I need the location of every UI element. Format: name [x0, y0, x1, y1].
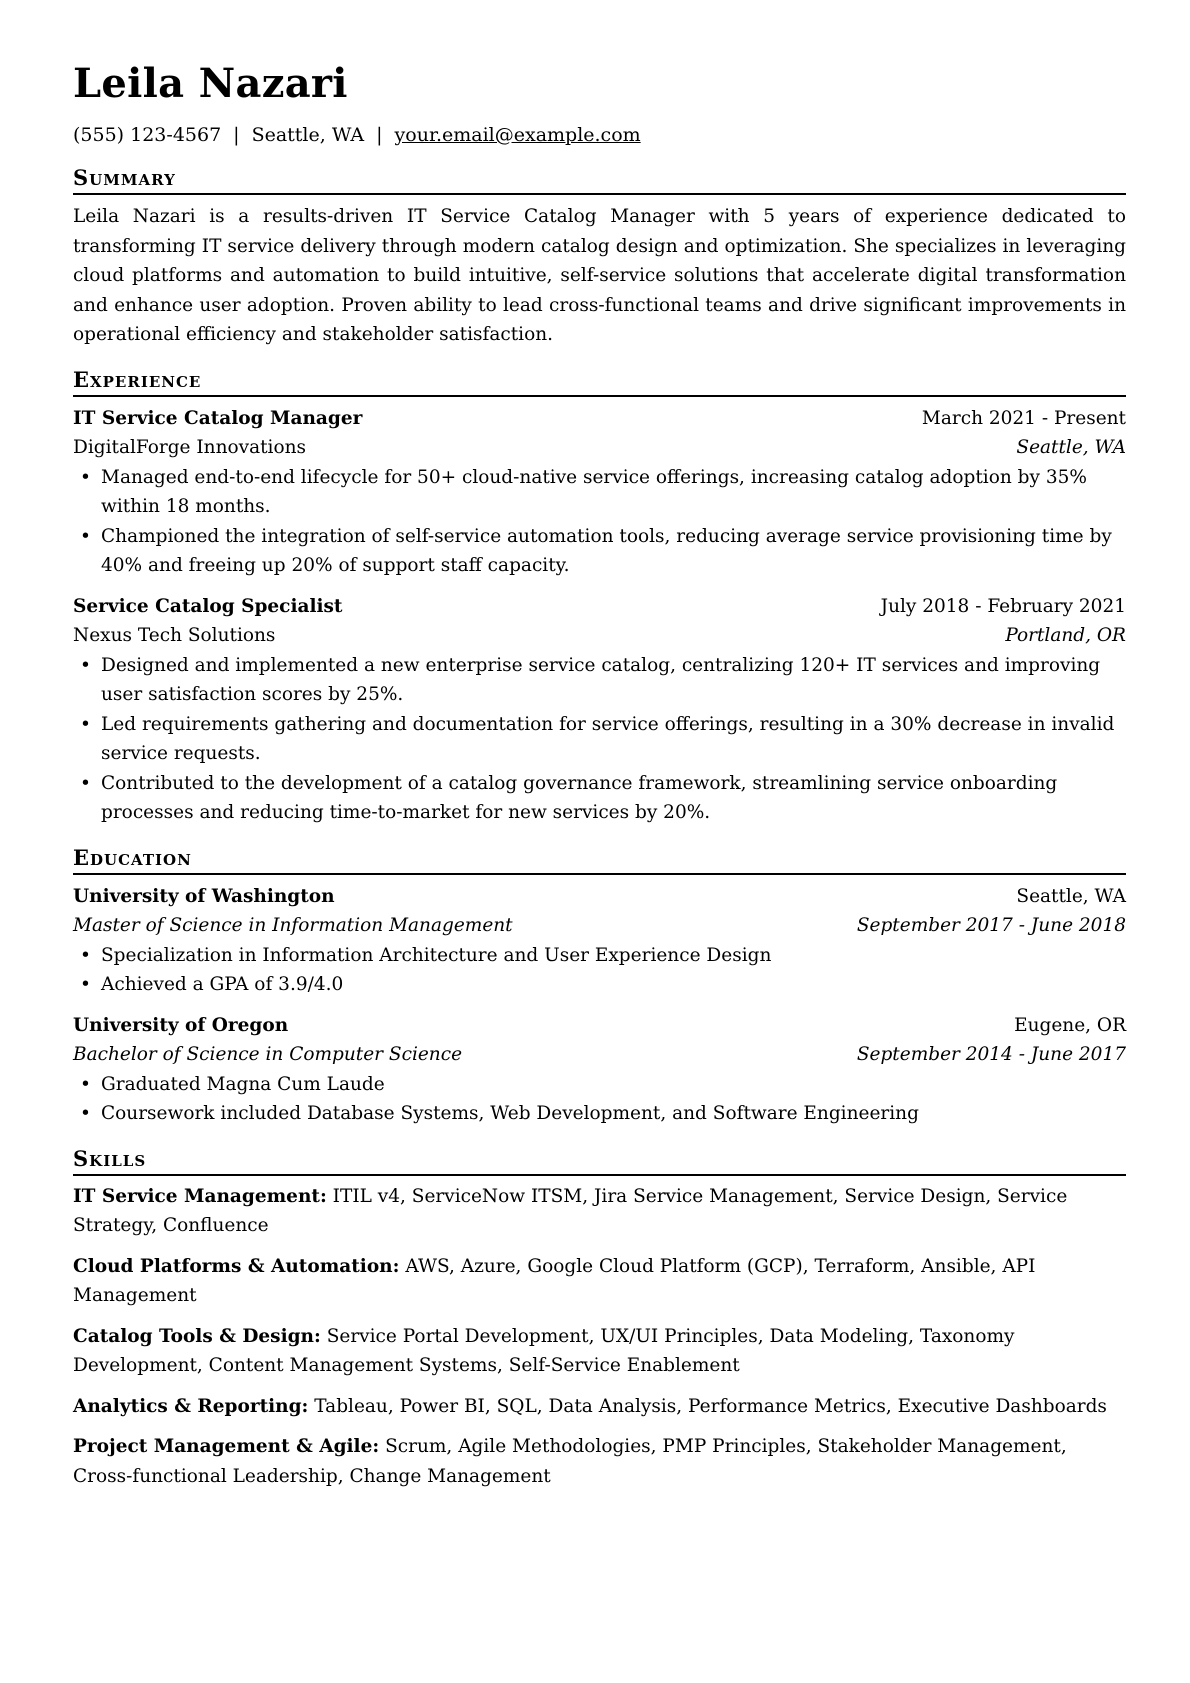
section-title-summary: Summary	[73, 164, 1126, 195]
skills-section	[73, 1145, 1126, 1492]
bullet-item: • Contributed to the development of a catalog governance framework, streamlining service onboarding processes and reducing time-to-market for new services by 20%.	[73, 769, 1126, 828]
summary-section	[73, 164, 1126, 350]
education-bullets	[73, 941, 1126, 1000]
bullet-item: • Designed and implemented a new enterprise service catalog, centralizing 120+ IT services and improving user satisfaction scores by 25%.	[73, 651, 1126, 710]
job-title-row	[73, 404, 1126, 434]
school-name: University of Oregon	[73, 1014, 289, 1036]
education-section	[73, 844, 1126, 1129]
experience-entry	[73, 592, 1126, 828]
skill-items: Scrum, Agile Methodologies, PMP Principles, Stakeholder Management, Cross-functional Leadership, Change Management	[73, 1436, 1067, 1487]
skill-label: Project Management & Agile:	[73, 1436, 380, 1457]
bullet-item: • Led requirements gathering and documentation for service offerings, resulting in a 30% decrease in invalid service requests.	[73, 710, 1126, 769]
job-location: Seattle, WA	[1016, 437, 1126, 458]
job-bullets	[73, 463, 1126, 581]
school-name: University of Washington	[73, 885, 335, 907]
skill-group	[73, 1252, 1126, 1311]
bullet-item: • Specialization in Information Architecture and User Experience Design	[73, 941, 1126, 971]
school-location: Eugene, OR	[1014, 1014, 1126, 1036]
skill-items: AWS, Azure, Google Cloud Platform (GCP), Terraform, Ansible, API Management	[73, 1255, 1036, 1306]
bullet-item: • Championed the integration of self-service automation tools, reducing average service provisioning time by 40% and freeing up 20% of support staff capacity.	[73, 522, 1126, 581]
skill-group	[73, 1182, 1126, 1241]
degree-row	[73, 1040, 1126, 1070]
skill-items: ITIL v4, ServiceNow ITSM, Jira Service Management, Service Design, Service Strategy, Confluence	[73, 1185, 1068, 1236]
contact-separator: |	[376, 124, 383, 146]
skill-label: IT Service Management:	[73, 1185, 327, 1207]
bullet-item: • Managed end-to-end lifecycle for 50+ cloud-native service offerings, increasing catalog adoption by 35% within 18 months.	[73, 463, 1126, 522]
education-bullets	[73, 1070, 1126, 1129]
contact-line	[73, 122, 1126, 148]
job-location: Portland, OR	[1005, 625, 1126, 646]
job-title: IT Service Catalog Manager	[73, 407, 363, 429]
experience-section	[73, 366, 1126, 828]
job-dates: March 2021 - Present	[921, 407, 1126, 429]
skill-label: Catalog Tools & Design:	[73, 1325, 321, 1347]
bullet-item: • Coursework included Database Systems, Web Development, and Software Engineering	[73, 1099, 1126, 1129]
job-bullets	[73, 651, 1126, 828]
school-location: Seattle, WA	[1016, 885, 1126, 907]
section-title-skills: Skills	[73, 1145, 1126, 1176]
summary-text: Leila Nazari is a results-driven IT Service Catalog Manager with 5 years of experience dedicated to transforming IT service delivery through modern catalog design and optimization. She specializes in leveraging cloud platforms and automation to build intuitive, self-service solutions that accelerate digital transformation and enhance user adoption. Proven ability to lead cross-functional teams and drive significant improvements in operational efficiency and stakeholder satisfaction.	[73, 206, 1126, 345]
skill-label: Cloud Platforms & Automation:	[73, 1255, 400, 1277]
job-title-row	[73, 592, 1126, 622]
degree-dates: September 2017 - June 2018	[856, 915, 1126, 936]
experience-entry	[73, 404, 1126, 581]
skill-items: Tableau, Power BI, SQL, Data Analysis, Performance Metrics, Executive Dashboards	[314, 1395, 1107, 1417]
skill-group	[73, 1432, 1126, 1491]
section-title-experience: Experience	[73, 366, 1126, 397]
degree-row	[73, 911, 1126, 941]
education-entry	[73, 882, 1126, 1000]
section-title-education: Education	[73, 844, 1126, 875]
bullet-item: • Graduated Magna Cum Laude	[73, 1070, 1126, 1100]
phone-number: (555) 123-4567	[73, 124, 222, 146]
education-entry	[73, 1011, 1126, 1129]
contact-separator: |	[233, 124, 240, 146]
bullet-item: • Achieved a GPA of 3.9/4.0	[73, 970, 1126, 1000]
skill-label: Analytics & Reporting:	[73, 1395, 309, 1417]
skill-group	[73, 1322, 1126, 1381]
company-row	[73, 621, 1126, 651]
company-name: Nexus Tech Solutions	[73, 625, 276, 646]
skill-group	[73, 1392, 1126, 1422]
degree-dates: September 2014 - June 2017	[856, 1044, 1126, 1065]
company-row	[73, 433, 1126, 463]
degree-name: Bachelor of Science in Computer Science	[73, 1044, 463, 1065]
location: Seattle, WA	[251, 124, 365, 146]
school-row	[73, 882, 1126, 912]
company-name: DigitalForge Innovations	[73, 437, 307, 458]
skill-items: Service Portal Development, UX/UI Principles, Data Modeling, Taxonomy Development, Content Management Systems, Self-Service Enablement	[73, 1325, 1015, 1376]
email-link[interactable]: your.email@example.com	[394, 124, 641, 146]
candidate-name: Leila Nazari	[73, 60, 348, 107]
resume-page	[73, 56, 1126, 1491]
school-row	[73, 1011, 1126, 1041]
job-dates: July 2018 - February 2021	[880, 595, 1126, 617]
degree-name: Master of Science in Information Management	[73, 915, 513, 936]
job-title: Service Catalog Specialist	[73, 595, 343, 617]
